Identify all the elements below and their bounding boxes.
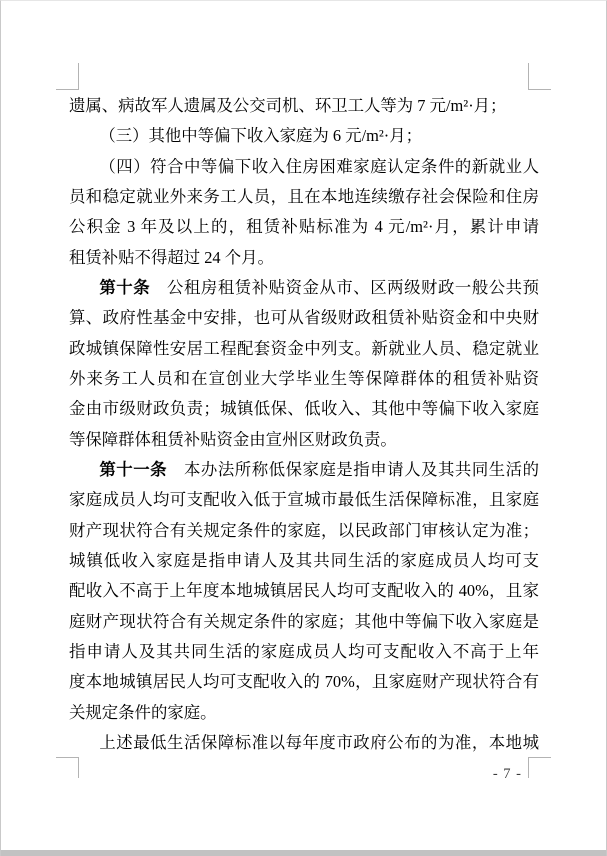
- text-line: 关规定条件的家庭。: [69, 702, 217, 722]
- text-line: （三）其他中等偏下收入家庭为 6 元/m²·月；: [99, 126, 423, 146]
- text-line: 配收入不高于上年度本地城镇居民人均可支配收入的 40%，且家: [69, 581, 539, 601]
- article-number: 第十一条: [99, 459, 168, 479]
- article-number: 第十条: [99, 277, 151, 297]
- text-line: 算、政府性基金中安排，也可从省级财政租赁补贴资金和中央财: [69, 308, 539, 328]
- text-line: 第十一条 本办法所称低保家庭是指申请人及其共同生活的: [99, 459, 540, 479]
- text-line: 等保障群体租赁补贴资金由宣州区财政负责。: [69, 429, 397, 449]
- text-line: 度本地城镇居民人均可支配收入的 70%，且家庭财产现状符合有: [69, 672, 539, 692]
- text-line: 第十条 公租房租赁补贴资金从市、区两级财政一般公共预: [99, 277, 540, 297]
- page-number: - 7 -: [492, 766, 522, 782]
- text-line: 上述最低生活保障标准以每年度市政府公布的为准，本地城: [99, 732, 539, 752]
- text-line: 公积金 3 年及以上的，租赁补贴标准为 4 元/m²·月，累计申请: [69, 217, 539, 237]
- text-line: 金由市级财政负责；城镇低保、低收入、其他中等偏下收入家庭: [69, 399, 539, 419]
- text-line: 遗属、病故军人遗属及公交司机、环卫工人等为 7 元/m²·月；: [69, 96, 507, 115]
- text-line: 家庭成员人均可支配收入低于宣城市最低生活保障标准，且家庭: [69, 490, 539, 510]
- text-line: 租赁补贴不得超过 24 个月。: [69, 247, 274, 267]
- page-bottom-gap: [1, 850, 606, 856]
- text-line: 员和稳定就业外来务工人员，且在本地连续缴存社会保险和住房: [69, 186, 539, 206]
- text-line: 指申请人及其共同生活的家庭成员人均可支配收入不高于上年: [69, 641, 539, 661]
- text-line: 庭财产现状符合有关规定条件的家庭；其他中等偏下收入家庭是: [69, 611, 539, 631]
- text-line: 政城镇保障性安居工程配套资金中列支。新就业人员、稳定就业: [69, 338, 539, 358]
- text-line: 城镇低收入家庭是指申请人及其共同生活的家庭成员人均可支: [69, 550, 539, 570]
- text-line: 财产现状符合有关规定条件的家庭，以民政部门审核认定为准；: [69, 520, 539, 540]
- crop-mark-top-left: [56, 63, 79, 90]
- text-line: （四）符合中等偏下收入住房困难家庭认定条件的新就业人: [99, 156, 539, 176]
- document-body: [69, 91, 539, 758]
- crop-mark-bottom-left: [56, 757, 79, 778]
- crop-mark-bottom-right: [528, 757, 551, 778]
- text-line: 外来务工人员和在宣创业大学毕业生等保障群体的租赁补贴资: [69, 368, 539, 388]
- crop-mark-top-right: [528, 63, 551, 90]
